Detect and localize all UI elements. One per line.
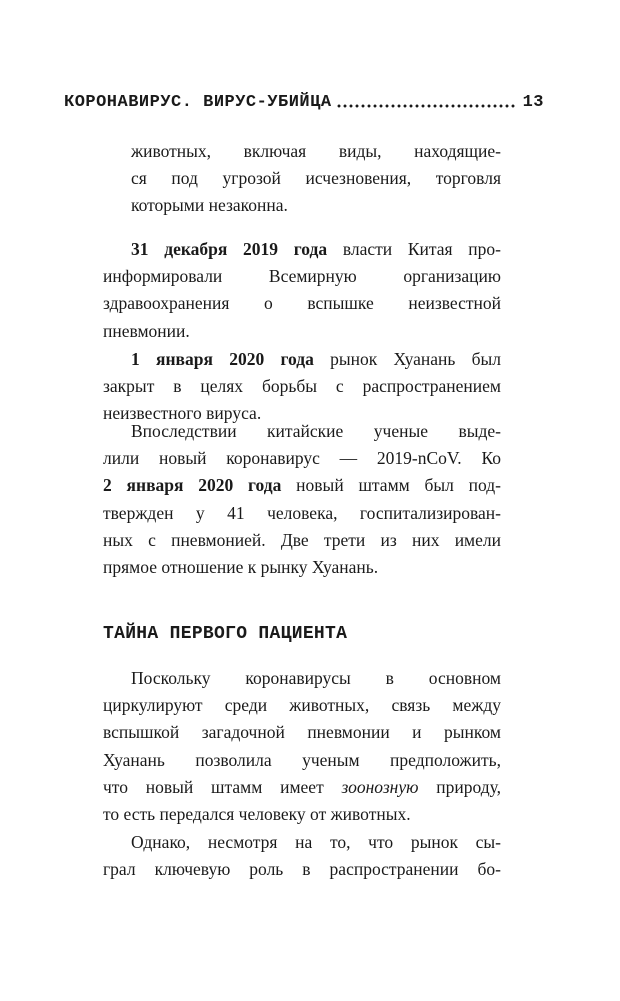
quote-line: ся под угрозой исчезновения, торговля: [131, 168, 501, 189]
paragraph-line: пневмонии.: [103, 320, 190, 341]
paragraph-line: вспышкой загадочной пневмонии и рынком: [103, 722, 501, 743]
date-bold: 1 января 2020 года: [131, 349, 314, 369]
page-number: 13: [522, 92, 544, 112]
italic-term: зоонозную: [341, 776, 419, 797]
paragraph-line: ных с пневмонией. Две трети из них имели: [103, 529, 501, 550]
paragraph-line: Поскольку коронавирусы в основном: [131, 668, 501, 688]
paragraph-line: твержден у 41 человека, госпитализирован-: [103, 502, 501, 523]
paragraph-line: информировали Всемирную организацию: [103, 266, 501, 287]
paragraph-2019-ncov: [103, 418, 501, 581]
paragraph-line: грал ключевую роль в распространении бо-: [103, 859, 501, 880]
paragraph-dec-31: [103, 236, 501, 345]
paragraph-line: здравоохранения о вспышке неизвестной: [103, 293, 501, 314]
paragraph-line: Впоследствии китайские ученые выде-: [131, 421, 501, 441]
paragraph-line: прямое отношение к рынку Хуанань.: [103, 556, 379, 577]
date-bold: 31 декабря 2019 года: [131, 239, 328, 259]
paragraph-line: 31 декабря 2019 года власти Китая про-: [131, 239, 501, 259]
paragraph-line: циркулируют среди животных, связь между: [103, 695, 501, 716]
paragraph-zoonotic: [103, 665, 501, 828]
date-bold: 2 января 2020 года: [103, 475, 282, 496]
paragraph-however: [103, 829, 501, 883]
quote-continuation: [103, 138, 501, 220]
paragraph-line: то есть передался человеку от животных.: [103, 803, 411, 824]
paragraph-line: неизвестного вируса.: [103, 403, 262, 424]
paragraph-line: Однако, несмотря на то, что рынок сы-: [131, 832, 501, 852]
paragraph-line: закрыт в целях борьбы с распространением: [103, 376, 501, 397]
paragraph-line: лили новый коронавирус — 2019-nCoV. Ко: [103, 448, 501, 469]
section-heading: ТАЙНА ПЕРВОГО ПАЦИЕНТА: [103, 624, 348, 644]
paragraph-line: что новый штамм имеет зоонозную природу,: [103, 776, 502, 797]
paragraph-line: 2 января 2020 года новый штамм был под-: [103, 475, 502, 496]
paragraph-jan-1: [103, 346, 501, 428]
leader-dots: [336, 104, 515, 108]
paragraph-line: 1 января 2020 года рынок Хуанань был: [131, 349, 502, 369]
quote-line: животных, включая виды, находящие-: [131, 141, 501, 161]
running-head: [64, 90, 544, 114]
quote-line: которыми незаконна.: [131, 195, 288, 216]
paragraph-line: Хуанань позволила ученым предположить,: [103, 749, 501, 770]
running-head-title: КОРОНАВИРУС. ВИРУС-УБИЙЦА: [64, 92, 332, 112]
